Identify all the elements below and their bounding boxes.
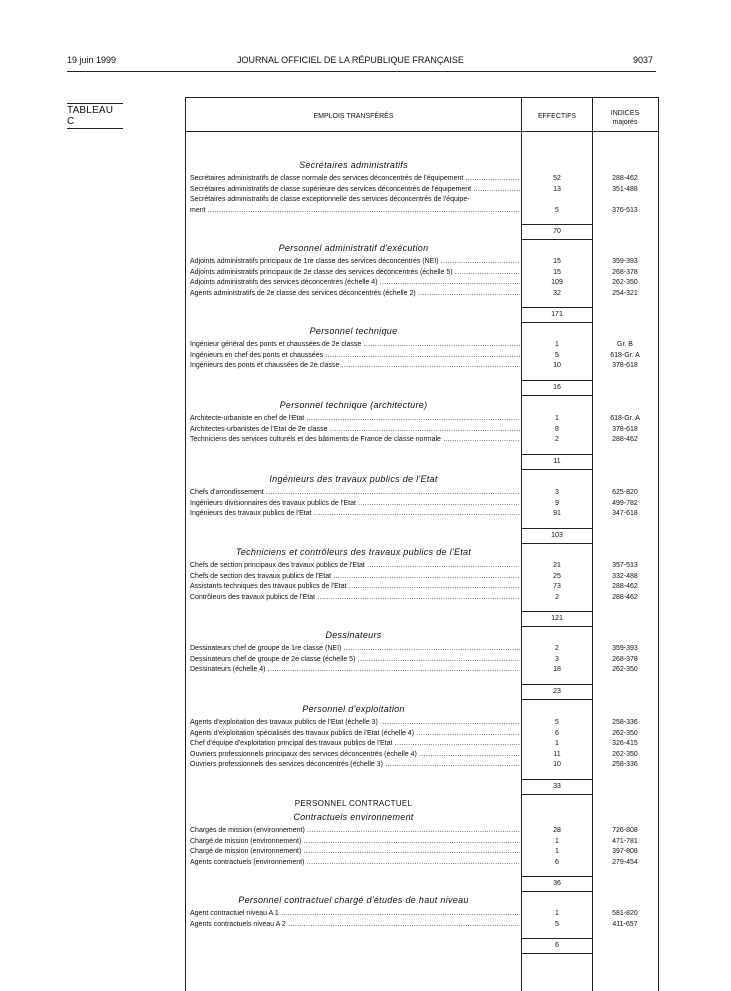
row-label: Agents d'exploitation des travaux publics de l'Etat (échelle 3) ..... bbox=[190, 718, 520, 728]
row-indices: 258-336 bbox=[612, 719, 638, 726]
section-title: Techniciens et contrôleurs des travaux publics de l'Etat bbox=[235, 547, 472, 557]
row-indices: Gr. B bbox=[617, 341, 633, 348]
section-total: 11 bbox=[522, 454, 592, 470]
section-title: Personnel administratif d'exécution bbox=[278, 243, 429, 253]
row-indices: 326-415 bbox=[612, 740, 638, 748]
header-journal-title: JOURNAL OFFICIEL DE LA RÉPUBLIQUE FRANÇAISE bbox=[237, 55, 464, 65]
row-indices: 262-350 bbox=[612, 666, 638, 674]
row-effectifs: 15 bbox=[553, 268, 561, 276]
row-label: Dessinateurs chef de groupe de 1re classe (NEI) ..... bbox=[190, 644, 520, 654]
employment-table bbox=[185, 97, 659, 991]
row-indices: 357-513 bbox=[612, 562, 638, 569]
row-indices: 397-808 bbox=[612, 848, 638, 856]
section-title: Ingénieurs des travaux publics de l'Etat bbox=[269, 474, 438, 484]
section-total: 103 bbox=[522, 528, 592, 544]
row-label: Chef d'équipe d'exploitation principal des travaux publics de l'Etat ..... bbox=[190, 739, 520, 749]
row-effectifs: 18 bbox=[553, 666, 561, 674]
row-indices: 625-820 bbox=[612, 489, 638, 496]
row-indices: 262-350 bbox=[612, 729, 638, 737]
row-indices: 411-657 bbox=[612, 920, 638, 928]
row-indices: 499-782 bbox=[612, 499, 638, 507]
row-label: Ingénieurs en chef des ponts et chaussées ..... bbox=[190, 351, 520, 361]
row-label: Dessinateurs chef de groupe de 2e classe (échelle 5) ..... bbox=[190, 655, 520, 665]
row-effectifs: 1 bbox=[555, 910, 559, 917]
row-indices: 359-393 bbox=[612, 258, 638, 265]
row-effectifs: 28 bbox=[553, 827, 561, 834]
row-label: Ingénieurs des travaux publics de l'Etat ..... bbox=[190, 509, 520, 519]
row-indices: 288-462 bbox=[612, 593, 638, 601]
section-total: 36 bbox=[522, 876, 592, 892]
row-label: Agents administratifs de 2e classe des services déconcentrés (échelle 2) ..... bbox=[190, 289, 520, 299]
row-effectifs: 2 bbox=[555, 436, 559, 444]
row-label: Ingénieur général des ponts et chaussées de 2e classe ..... bbox=[190, 340, 520, 350]
row-label: Agents contractuels niveau A 2 ..... bbox=[190, 920, 520, 930]
row-label: Ingénieurs divisionnaires des travaux publics de l'Etat ..... bbox=[190, 499, 520, 509]
row-indices: 258-336 bbox=[612, 761, 638, 769]
section-title: Personnel d'exploitation bbox=[302, 704, 405, 714]
row-label: Ouvriers professionnels principaux des services déconcentrés (échelle 4) ..... bbox=[190, 750, 520, 760]
row-effectifs: 13 bbox=[553, 185, 561, 193]
section-title: Dessinateurs bbox=[325, 630, 382, 640]
row-effectifs: 10 bbox=[553, 362, 561, 370]
row-indices: 726-808 bbox=[612, 827, 638, 834]
row-indices: 288-462 bbox=[612, 175, 638, 182]
row-effectifs: 1 bbox=[555, 740, 559, 748]
row-effectifs: 11 bbox=[553, 750, 561, 758]
row-indices: 618-Gr. A bbox=[610, 351, 640, 359]
row-effectifs: 91 bbox=[553, 510, 561, 518]
row-effectifs: 6 bbox=[555, 858, 559, 866]
row-effectifs: 1 bbox=[555, 837, 559, 845]
row-indices: 618-Gr. A bbox=[610, 415, 640, 422]
row-label: Techniciens des services culturels et des bâtiments de France de classe normale ..... bbox=[190, 435, 520, 445]
row-effectifs: 2 bbox=[555, 645, 559, 652]
row-label: Chefs de section principaux des travaux publics de l'Etat ..... bbox=[190, 561, 520, 571]
header-page-number: 9037 bbox=[633, 55, 654, 65]
section-title: Contractuels environnement bbox=[293, 812, 414, 822]
table-label: TABLEAU C bbox=[67, 103, 123, 129]
row-label: Adjoints administratifs principaux de 1re classe des services déconcentrés (NEI) ..... bbox=[190, 257, 520, 267]
row-label: Architectes-urbanistes de l'Etat de 2e classe ..... bbox=[190, 425, 520, 435]
row-label: Agent contractuel niveau A 1 ..... bbox=[190, 909, 520, 919]
row-indices: 332-488 bbox=[612, 572, 638, 580]
row-label: ment ..... bbox=[190, 206, 520, 216]
row-label: Architecte-urbaniste en chef de l'Etat ..... bbox=[190, 414, 520, 424]
row-indices: 351-488 bbox=[612, 185, 638, 193]
section-title: Personnel technique (architecture) bbox=[279, 400, 428, 410]
section-total: 16 bbox=[522, 380, 592, 396]
section-total: 171 bbox=[522, 307, 592, 323]
section-total: 121 bbox=[522, 611, 592, 627]
section-total: 70 bbox=[522, 224, 592, 240]
column-header-indices bbox=[593, 109, 657, 127]
column-header-emplois: EMPLOIS TRANSFÉRÉS bbox=[313, 113, 394, 120]
row-effectifs: 8 bbox=[555, 425, 559, 433]
row-label: Ingénieurs des ponts et chaussées de 2e classe ..... bbox=[190, 361, 520, 371]
section-title: Personnel contractuel chargé d'études de haut niveau bbox=[238, 895, 469, 905]
row-indices: 268-378 bbox=[612, 268, 638, 276]
row-effectifs: 15 bbox=[553, 258, 561, 265]
row-effectifs: 1 bbox=[555, 848, 559, 856]
section-title: Secrétaires administratifs bbox=[299, 160, 408, 170]
column-header-indices-line2: majorés bbox=[612, 119, 638, 126]
row-label: Contrôleurs des travaux publics de l'Etat ..... bbox=[190, 593, 520, 603]
row-indices: 262-350 bbox=[612, 279, 638, 287]
row-label: Agents contractuels (environnement) ..... bbox=[190, 858, 520, 868]
row-effectifs: 2 bbox=[555, 593, 559, 601]
row-label: Ouvriers professionnels des services déconcentrés (échelle 3) ..... bbox=[190, 760, 520, 770]
header-date: 19 juin 1999 bbox=[67, 55, 117, 65]
row-label: Chefs de section des travaux publics de l'Etat ..... bbox=[190, 572, 520, 582]
row-indices: 262-350 bbox=[612, 750, 638, 758]
row-effectifs: 5 bbox=[555, 920, 559, 928]
row-indices: 378-618 bbox=[612, 425, 638, 433]
section-total: 23 bbox=[522, 684, 592, 700]
row-indices: 378-618 bbox=[612, 362, 638, 370]
row-indices: 268-378 bbox=[612, 655, 638, 663]
row-effectifs: 1 bbox=[555, 341, 559, 348]
row-effectifs: 5 bbox=[555, 206, 559, 214]
row-effectifs: 9 bbox=[555, 499, 559, 507]
row-label: Adjoints administratifs principaux de 2e classe des services déconcentrés (échelle 5) ..... bbox=[190, 268, 520, 278]
row-indices: 288-462 bbox=[612, 583, 638, 591]
row-effectifs: 6 bbox=[555, 729, 559, 737]
row-effectifs: 109 bbox=[551, 279, 563, 287]
row-effectifs: 3 bbox=[555, 655, 559, 663]
column-header-indices-line1: INDICES bbox=[610, 110, 640, 117]
row-indices: 359-393 bbox=[612, 645, 638, 652]
row-indices: 347-618 bbox=[612, 510, 638, 518]
column-header-effectifs: EFFECTIFS bbox=[537, 113, 577, 120]
row-effectifs: 52 bbox=[553, 175, 561, 182]
row-label: Dessinateurs (échelle 4) ..... bbox=[190, 665, 520, 675]
row-label: Chargés de mission (environnement) ..... bbox=[190, 826, 520, 836]
row-effectifs: 3 bbox=[555, 489, 559, 496]
row-indices: 581-820 bbox=[612, 910, 638, 917]
section-total: 33 bbox=[522, 779, 592, 795]
header-rule bbox=[67, 71, 656, 72]
row-effectifs: 25 bbox=[553, 572, 561, 580]
section-title: Personnel technique bbox=[309, 326, 398, 336]
section-total: 6 bbox=[522, 938, 592, 954]
row-label: Agents d'exploitation spécialisés des travaux publics de l'Etat (échelle 4) ..... bbox=[190, 729, 520, 739]
row-effectifs: 73 bbox=[553, 583, 561, 591]
row-label: Chargé de mission (environnement) ..... bbox=[190, 837, 520, 847]
row-indices: 279-454 bbox=[612, 858, 638, 866]
row-effectifs: 21 bbox=[553, 562, 561, 569]
row-label: Secrétaires administratifs de classe supérieure des services déconcentrés de l'équipement ..... bbox=[190, 185, 520, 195]
row-effectifs: 10 bbox=[553, 761, 561, 769]
row-effectifs: 5 bbox=[555, 351, 559, 359]
section-heading: PERSONNEL CONTRACTUEL bbox=[294, 799, 413, 808]
row-effectifs: 32 bbox=[553, 289, 561, 297]
row-label: Assistants techniques des travaux publics de l'Etat ..... bbox=[190, 582, 520, 592]
row-effectifs: 1 bbox=[555, 415, 559, 422]
row-effectifs: 5 bbox=[555, 719, 559, 726]
row-indices: 471-781 bbox=[612, 837, 638, 845]
table-header-rule bbox=[186, 131, 658, 132]
row-label: Secrétaires administratifs de classe normale des services déconcentrés de l'équipement ..... bbox=[190, 174, 520, 184]
row-label: Adjoints administratifs des services déconcentrés (échelle 4) ..... bbox=[190, 278, 520, 288]
row-indices: 254-321 bbox=[612, 289, 638, 297]
row-label: Chargé de mission (environnement) ..... bbox=[190, 847, 520, 857]
row-indices: 288-462 bbox=[612, 436, 638, 444]
row-label: Chefs d'arrondissement ..... bbox=[190, 488, 520, 498]
row-indices: 376-513 bbox=[612, 206, 638, 214]
row-label: Secrétaires administratifs de classe exceptionnelle des services déconcentrés de l'équipe- bbox=[190, 196, 470, 204]
